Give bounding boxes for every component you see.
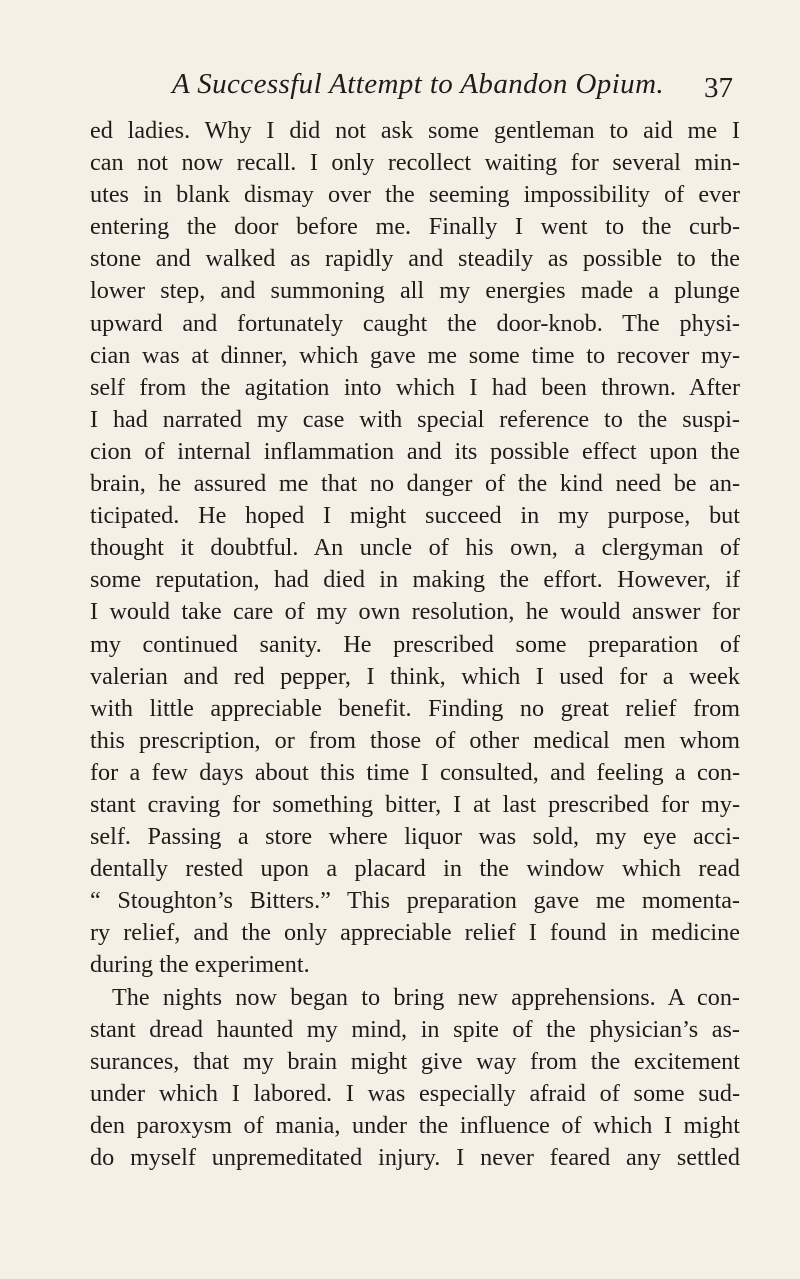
text-line: some reputation, had died in making the effort. However, if <box>90 566 740 594</box>
text-line: for a few days about this time I consulted, and feeling a con- <box>90 758 740 786</box>
text-line: upward and fortunately caught the door-knob. The physi- <box>90 309 740 337</box>
page-number: 37 <box>704 72 733 104</box>
text-line: stant dread haunted my mind, in spite of the physician’s as- <box>90 1015 740 1043</box>
text-line: surances, that my brain might give way from the excitement <box>90 1047 740 1075</box>
text-line: brain, he assured me that no danger of the kind need be an- <box>90 470 740 498</box>
running-head <box>0 67 800 103</box>
paragraph-start-line: The nights now began to bring new apprehensions. A con- <box>112 983 740 1011</box>
text-line: entering the door before me. Finally I went to the curb- <box>90 213 740 241</box>
text-line: self. Passing a store where liquor was sold, my eye acci- <box>90 823 740 851</box>
text-line: dentally rested upon a placard in the window which read <box>90 855 740 883</box>
text-line: stant craving for something bitter, I at last prescribed for my- <box>90 790 740 818</box>
text-line: lower step, and summoning all my energies made a plunge <box>90 277 740 305</box>
text-line: ry relief, and the only appreciable relief I found in medicine <box>90 919 740 947</box>
text-line: “ Stoughton’s Bitters.” This preparation gave me momenta- <box>90 887 740 915</box>
text-line: stone and walked as rapidly and steadily as possible to the <box>90 245 740 273</box>
text-line: valerian and red pepper, I think, which I used for a week <box>90 662 740 690</box>
text-line: can not now recall. I only recollect waiting for several min- <box>90 149 740 177</box>
paragraph-end-line: during the experiment. <box>90 951 310 979</box>
body-text <box>90 115 740 1174</box>
text-line: with little appreciable benefit. Finding no great relief from <box>90 694 740 722</box>
text-line: thought it doubtful. An uncle of his own, a clergyman of <box>90 534 740 562</box>
text-line: I had narrated my case with special reference to the suspi- <box>90 405 740 433</box>
text-line: cian was at dinner, which gave me some time to recover my- <box>90 341 740 369</box>
text-line: under which I labored. I was especially afraid of some sud- <box>90 1079 740 1107</box>
text-line: ed ladies. Why I did not ask some gentleman to aid me I <box>90 117 740 144</box>
text-line: my continued sanity. He prescribed some preparation of <box>90 630 740 658</box>
text-line: this prescription, or from those of other medical men whom <box>90 726 740 754</box>
text-line: self from the agitation into which I had been thrown. After <box>90 373 740 401</box>
text-line: ticipated. He hoped I might succeed in my purpose, but <box>90 502 740 530</box>
running-title: A Successful Attempt to Abandon Opium. <box>172 68 665 100</box>
text-line: utes in blank dismay over the seeming impossibility of ever <box>90 181 740 209</box>
text-line: cion of internal inflammation and its possible effect upon the <box>90 437 740 465</box>
text-line: do myself unpremeditated injury. I never feared any settled <box>90 1144 740 1171</box>
text-line: den paroxysm of mania, under the influence of which I might <box>90 1111 740 1139</box>
text-line: I would take care of my own resolution, he would answer for <box>90 598 740 626</box>
